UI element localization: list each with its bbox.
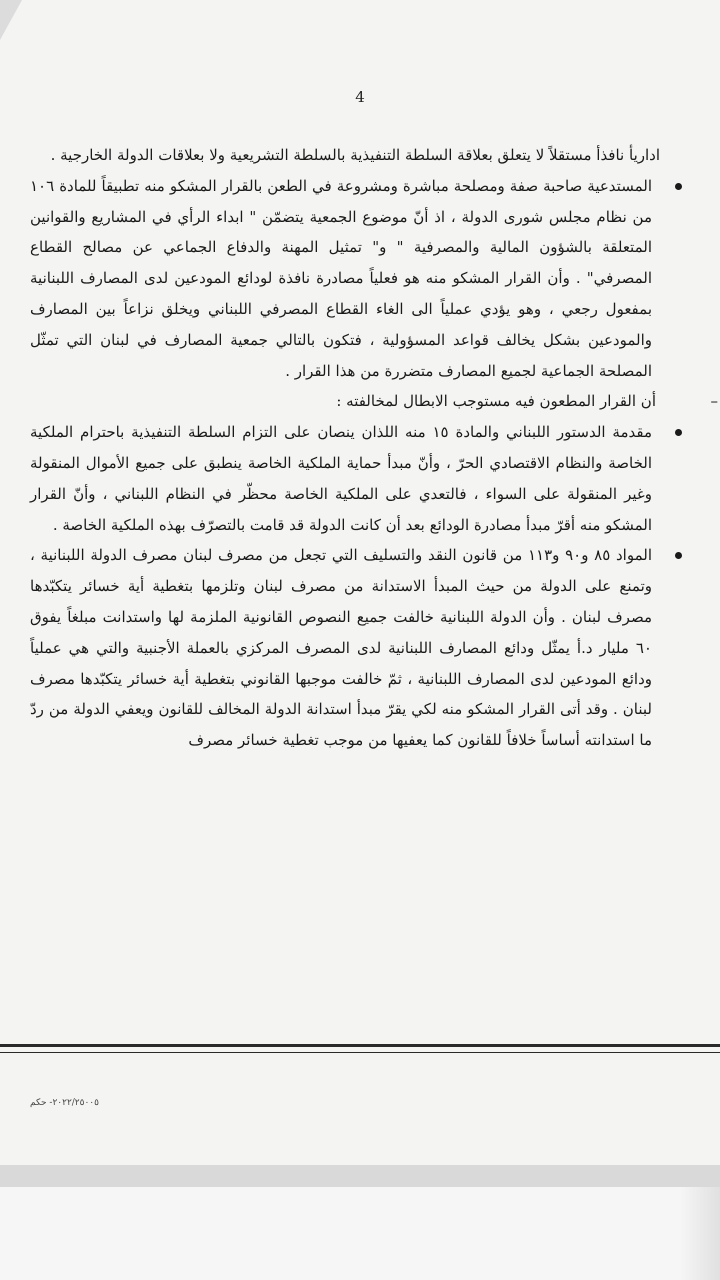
next-page <box>0 1187 720 1280</box>
footer-rule-thin <box>0 1052 720 1053</box>
paragraph-monetary-law: المواد ٨٥ و٩٠ و١١٣ من قانون النقد والتسليف التي تجعل من مصرف لبنان مصرف الدولة اللبنانية ، وتمنع على الدولة من حيث المبدأ الاستدانة من مصرف لبنان وتلزمها بتغطية أية خسائر يتكبّدها مصرف لبنان . وأن الدولة اللبنانية خالفت جميع النصوص القانونية الملزمة لها واستدانت مبلغاً يفوق ٦٠ مليار د.أ يمثّل ودائع المصارف اللبنانية لدى المصرف المركزي بالعملة الأجنبية والتي هي عملياً ودائع المودعين لدى المصارف اللبنانية ، ثمّ خالفت موجبها القانوني بتغطية أية خسائر يتكبّدها مصرف لبنان . وقد أتى القرار المشكو منه لكي يقرّ مبدأ استدانة الدولة المخالف للقانون ويعفي الدولة من ردّ ما استدانته أساساً خلافاً للقانون كما يعفيها من موجب تغطية خسائر مصرف <box>30 546 652 750</box>
dash-icon: – <box>710 392 718 411</box>
bullet-item-standing <box>30 171 660 387</box>
footer-reference: ٢٠٢٢/٢٥٠٠٥- حكم <box>30 1098 99 1108</box>
page-shadow <box>680 1187 720 1280</box>
section-heading-item <box>30 386 718 417</box>
footer-rule-thick <box>0 1044 720 1047</box>
page-gap <box>0 1165 720 1187</box>
page-number: 4 <box>355 88 365 106</box>
bullet-item-constitution <box>30 417 660 540</box>
paragraph-intro: اداريأ نافذأ مستقلاً لا يتعلق بعلاقة السلطة التنفيذية بالسلطة التشريعية ولا بعلاقات الدولة الخارجية . <box>50 146 660 164</box>
bullet-icon <box>675 429 682 436</box>
paragraph-standing: المستدعية صاحبة صفة ومصلحة مباشرة ومشروعة في الطعن بالقرار المشكو منه تطبيقاً للمادة ١٠٦ من نظام مجلس شورى الدولة ، اذ أنّ موضوع الجمعية يتضمّن " ابداء الرأي في المشاريع والقوانين المتعلقة بالشؤون المالية والمصرفية " و" تمثيل المهنة والدفاع الجماعي عن مصالح القطاع المصرفي" . وأن القرار المشكو منه هو فعلياً مصادرة نافذة لودائع المودعين لدى المصارف اللبنانية بمفعول رجعي ، وهو يؤدي عملياً الى الغاء القطاع المصرفي اللبناني ويخلق نزاعاً بين المصارف والمودعين بشكل يخالف قواعد المسؤولية ، فتكون بالتالي جمعية المصارف في لبنان التي تمثّل المصلحة الجماعية لجميع المصارف متضررة من هذا القرار . <box>30 176 652 380</box>
bullet-item-monetary-law <box>30 540 660 756</box>
paragraph-constitution: مقدمة الدستور اللبناني والمادة ١٥ منه اللذان ينصان على التزام السلطة التنفيذية باحترام الملكية الخاصة والنظام الاقتصادي الحرّ ، وأنّ مبدأ حماية الملكية الخاصة ينطبق على جميع الأموال المنقولة وغير المنقولة على السواء ، فالتعدي على الملكية الخاصة محظّر في النظام اللبناني ، وأنّ القرار المشكو منه أقرّ مبدأ مصادرة الودائع بعد أن كانت الدولة قد قامت بالتصرّف بهذه الملكية الخاصة . <box>30 423 652 534</box>
bullet-icon <box>675 183 682 190</box>
section-heading: أن القرار المطعون فيه مستوجب الابطال لمخالفته : <box>336 392 656 411</box>
page-fold <box>0 0 22 40</box>
document-body <box>30 140 718 756</box>
bullet-icon <box>675 552 682 559</box>
